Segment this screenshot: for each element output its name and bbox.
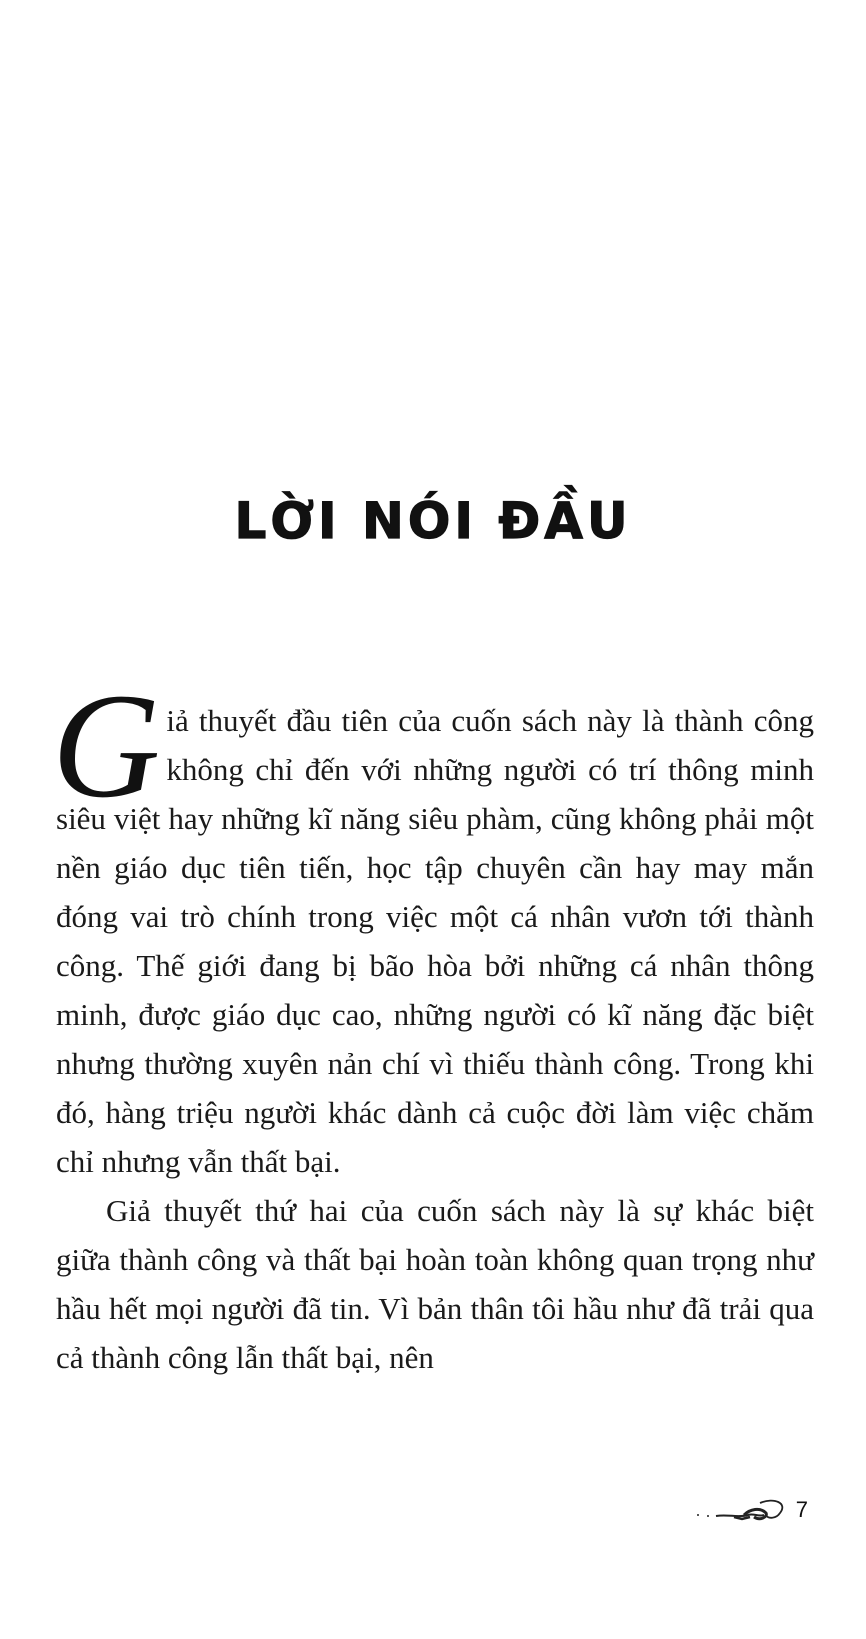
page-footer <box>694 1490 808 1530</box>
body-text <box>52 663 814 1382</box>
paragraph-2: Giả thuyết thứ hai của cuốn sách này là sự khác biệt giữa thành công và thất bại hoàn toàn không quan trọng như hầu hết mọi người đã tin. Vì bản thân tôi hầu như đã trải qua cả thành công lẫn thất bại, nên <box>56 1193 814 1375</box>
flourish-ornament-icon <box>694 1495 794 1525</box>
drop-cap: G <box>52 663 161 829</box>
chapter-title: LỜI NÓI ĐẦU <box>234 491 632 550</box>
page-number: 7 <box>795 1497 808 1522</box>
paragraph-1-text: iả thuyết đầu tiên của cuốn sách này là thành công không chỉ đến với những người có trí thông minh siêu việt hay những kĩ năng siêu phàm, cũng không phải một nền giáo dục tiên tiến, học tập chuyên cần hay may mắn đóng vai trò chính trong việc một cá nhân vươn tới thành công. Thế giới đang bị bão hòa bởi những cá nhân thông minh, được giáo dục cao, những người có kĩ năng đặc biệt nhưng thường xuyên nản chí vì thiếu thành công. Trong khi đó, hàng triệu người khác dành cả cuộc đời làm việc chăm chỉ nhưng vẫn thất bại. <box>56 703 814 1179</box>
paragraph-1 <box>52 663 814 1186</box>
